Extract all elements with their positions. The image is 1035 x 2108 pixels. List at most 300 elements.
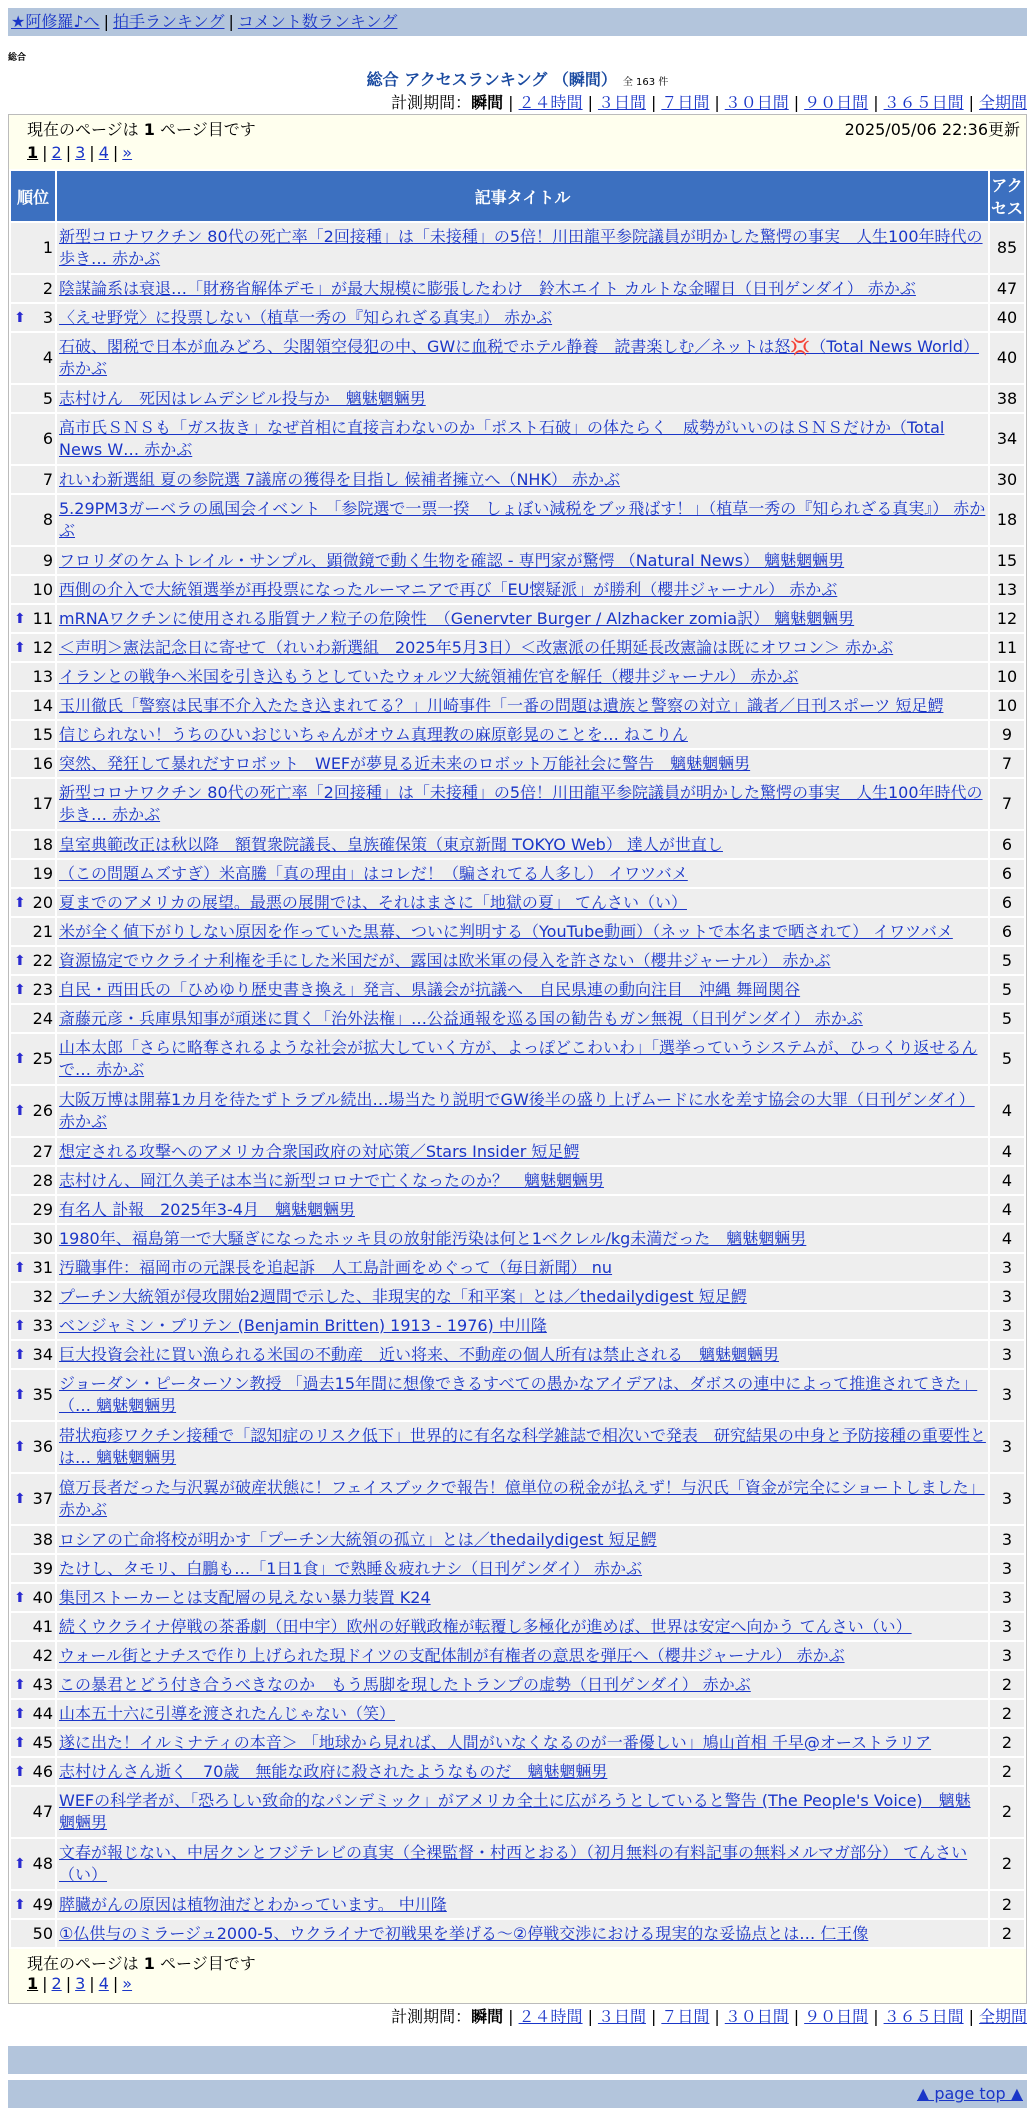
article-title-link[interactable]: 自民・西田氏の「ひめゆり歴史書き換え」発言、県議会が抗議へ 自民県連の動向注目 沖縄 舞岡関谷 bbox=[59, 979, 801, 999]
title-cell bbox=[57, 466, 988, 493]
rank-number: 46 bbox=[32, 1761, 53, 1781]
article-title-link[interactable]: 遂に出た！イルミナティの本音＞ 「地球から見れば、人間がいなくなるのが一番優しい」鳩山首相 千早@オーストラリア bbox=[59, 1732, 932, 1752]
access-count: 3 bbox=[990, 1555, 1024, 1582]
access-count: 3 bbox=[990, 1474, 1024, 1524]
table-row bbox=[11, 1167, 1024, 1194]
article-title-link[interactable]: 続くウクライナ停戦の茶番劇（田中宇）欧州の好戦政権が転覆し多極化が進めば、世界は安定へ向かう てんさい（い） bbox=[59, 1616, 912, 1636]
ranking-table bbox=[9, 169, 1026, 1949]
article-title-link[interactable]: 山本太郎「さらに略奪されるような社会が拡大していく方が、よっぽどこわいわ」「選挙っていうシステムが、ひっくり返せるんで… 赤かぶ bbox=[59, 1038, 978, 1079]
rank-number: 22 bbox=[32, 950, 53, 970]
rank-cell bbox=[11, 860, 55, 887]
rank-number: 48 bbox=[32, 1854, 53, 1873]
article-title-link[interactable]: 高市氏ＳＮＳも「ガス抜き」なぜ首相に直接言わないのか「ポスト石破」の体たらく 威勢がいいのはＳＮＳだけか（Total News W… 赤かぶ bbox=[59, 418, 945, 459]
rank-cell bbox=[11, 1005, 55, 1032]
title-cell bbox=[57, 1167, 988, 1194]
title-cell bbox=[57, 889, 988, 916]
title-cell bbox=[57, 1729, 988, 1756]
table-row bbox=[11, 976, 1024, 1003]
rank-number: 24 bbox=[32, 1008, 53, 1028]
table-row bbox=[11, 831, 1024, 858]
article-title-link[interactable]: 志村けん 死因はレムデシビル投与か 魑魅魍魎男 bbox=[59, 388, 426, 408]
article-title-link[interactable]: この暴君とどう付き合うべきなのか もう馬脚を現したトランプの虚勢（日刊ゲンダイ） 赤かぶ bbox=[59, 1674, 751, 1694]
rank-up-arrow-icon: ⬆ bbox=[14, 1763, 26, 1780]
rank-number: 15 bbox=[32, 724, 53, 744]
article-title-link[interactable]: 汚職事件：福岡市の元課長を追起訴 人工島計画をめぐって（毎日新聞） nu bbox=[59, 1257, 613, 1277]
rank-cell bbox=[11, 1920, 55, 1947]
rank-number: 2 bbox=[42, 278, 53, 298]
title-cell bbox=[57, 1422, 988, 1472]
table-row bbox=[11, 750, 1024, 777]
page-status-suffix: ページ目です bbox=[160, 1954, 256, 1973]
article-title-link[interactable]: 資源協定でウクライナ利権を手にした米国だが、露国は欧米軍の侵入を許さない（櫻井ジャーナル） 赤かぶ bbox=[59, 950, 831, 970]
article-title-link[interactable]: たけし、タモリ、白鵬も…「1日1食」で熟睡＆疲れナシ（日刊ゲンダイ） 赤かぶ bbox=[59, 1558, 643, 1578]
access-count: 3 bbox=[990, 1283, 1024, 1310]
title-cell bbox=[57, 223, 988, 273]
page-link[interactable]: 3 bbox=[75, 143, 86, 162]
rank-number: 3 bbox=[42, 307, 53, 327]
article-title-link[interactable]: 志村けんさん逝く 70歳 無能な政府に殺されたようなものだ 魑魅魍魎男 bbox=[59, 1761, 608, 1781]
rank-cell bbox=[11, 1891, 55, 1918]
article-title-link[interactable]: ＜声明＞憲法記念日に寄せて（れいわ新選組 2025年5月3日）＜改憲派の任期延長改憲論は既にオワコン＞ 赤かぶ bbox=[59, 637, 894, 657]
period-separator: | bbox=[968, 93, 974, 112]
article-title-link[interactable]: 突然、発狂して暴れだすロボット WEFが夢見る近未来のロボット万能社会に警告 魑魅魍魎男 bbox=[59, 753, 751, 773]
article-title-link[interactable]: 夏までのアメリカの展望。最悪の展開では、それはまさに「地獄の夏」 てんさい（い） bbox=[59, 892, 687, 912]
article-title-link[interactable]: 膵臓がんの原因は植物油だとわかっています。 中川隆 bbox=[59, 1894, 447, 1914]
rank-cell bbox=[11, 1312, 55, 1339]
rank-cell bbox=[11, 1086, 55, 1136]
title-cell bbox=[57, 1086, 988, 1136]
table-row bbox=[11, 634, 1024, 661]
title-cell bbox=[57, 495, 988, 545]
article-title-link[interactable]: 巨大投資会社に買い漁られる米国の不動産 近い将来、不動産の個人所有は禁止される 魑魅魍魎男 bbox=[59, 1344, 780, 1364]
rank-cell bbox=[11, 605, 55, 632]
page-info-bottom bbox=[9, 1949, 1026, 2003]
rank-up-arrow-icon: ⬆ bbox=[14, 981, 26, 998]
access-count: 4 bbox=[990, 1196, 1024, 1223]
rank-number: 50 bbox=[32, 1923, 53, 1943]
access-count: 3 bbox=[990, 1370, 1024, 1420]
access-count: 3 bbox=[990, 1613, 1024, 1640]
table-row bbox=[11, 1526, 1024, 1553]
page-current: 1 bbox=[27, 143, 39, 162]
article-title-link[interactable]: 1980年、福島第一で大騒ぎになったホッキ貝の放射能汚染は何と1ベクレル/kg未満だった 魑魅魍魎男 bbox=[59, 1228, 807, 1248]
article-title-link[interactable]: ベンジャミン・ブリテン (Benjamin Britten) 1913 - 1976) 中川隆 bbox=[59, 1315, 547, 1335]
rank-up-arrow-icon: ⬆ bbox=[14, 1676, 26, 1693]
article-title-link[interactable]: 〈えせ野党〉に投票しない（植草一秀の『知られざる真実』） 赤かぶ bbox=[59, 307, 553, 327]
access-count: 30 bbox=[990, 466, 1024, 493]
rank-number: 41 bbox=[32, 1616, 53, 1636]
article-title-link[interactable]: フロリダのケムトレイル・サンプル、顕微鏡で動く生物を確認 - 専門家が驚愕 （Natural News） 魑魅魍魎男 bbox=[59, 550, 845, 570]
rank-number: 20 bbox=[32, 892, 53, 912]
access-count: 18 bbox=[990, 495, 1024, 545]
access-count: 6 bbox=[990, 831, 1024, 858]
title-cell bbox=[57, 1891, 988, 1918]
title-cell bbox=[57, 1196, 988, 1223]
rank-number: 10 bbox=[32, 579, 53, 599]
ranking-total: 全 163 件 bbox=[622, 77, 669, 88]
page-link[interactable]: 2 bbox=[51, 143, 62, 162]
rank-number: 1 bbox=[42, 238, 53, 257]
period-link[interactable]: ３日間 bbox=[597, 2007, 646, 2026]
access-count: 3 bbox=[990, 1312, 1024, 1339]
access-count: 2 bbox=[990, 1671, 1024, 1698]
rank-up-arrow-icon: ⬆ bbox=[14, 952, 26, 969]
title-cell bbox=[57, 1225, 988, 1252]
ranking-panel bbox=[8, 114, 1027, 2004]
rank-number: 18 bbox=[32, 834, 53, 854]
article-title-link[interactable]: 大阪万博は開幕1カ月を待たずトラブル続出…場当たり説明でGW後半の盛り上げムードに水を差す協会の大罪（日刊ゲンダイ） 赤かぶ bbox=[59, 1090, 975, 1131]
article-title-link[interactable]: 米が全く値下がりしない原因を作っていた黒幕、ついに判明する（YouTube動画）（ネットで本名まで晒されて） イワツバメ bbox=[59, 921, 953, 941]
access-count: 2 bbox=[990, 1787, 1024, 1837]
article-title-link[interactable]: 西側の介入で大統領選挙が再投票になったルーマニアで再び「EU懐疑派」が勝利（櫻井ジャーナル） 赤かぶ bbox=[59, 579, 838, 599]
home-link[interactable]: ★阿修羅♪へ bbox=[11, 12, 100, 31]
period-separator: | bbox=[508, 2007, 514, 2026]
rank-up-arrow-icon: ⬆ bbox=[14, 894, 26, 911]
title-cell bbox=[57, 1700, 988, 1727]
table-row bbox=[11, 605, 1024, 632]
period-link[interactable]: ３日間 bbox=[597, 93, 646, 112]
access-count: 3 bbox=[990, 1422, 1024, 1472]
article-title-link[interactable]: ロシアの亡命将校が明かす「プーチン大統領の孤立」とは／thedailydigest 短足鰐 bbox=[59, 1529, 657, 1549]
title-header: 記事タイトル bbox=[57, 171, 988, 221]
table-row bbox=[11, 1005, 1024, 1032]
access-count: 4 bbox=[990, 1167, 1024, 1194]
article-title-link[interactable]: 志村けん、岡江久美子は本当に新型コロナで亡くなったのか？ 魑魅魍魎男 bbox=[59, 1170, 604, 1190]
section-label: 総合 bbox=[8, 53, 27, 63]
table-row bbox=[11, 1758, 1024, 1785]
rank-number: 30 bbox=[32, 1228, 53, 1248]
title-cell bbox=[57, 1034, 988, 1084]
access-count: 2 bbox=[990, 1700, 1024, 1727]
period-link[interactable]: ７日間 bbox=[661, 93, 710, 112]
clap-ranking-link[interactable]: 拍手ランキング bbox=[112, 12, 225, 31]
title-cell bbox=[57, 1474, 988, 1524]
article-title-link[interactable]: ジョーダン・ピーターソン教授 「過去15年間に想像できるすべての愚かなアイデアは、ダボスの連中によって推進されてきた」（… 魑魅魍魎男 bbox=[59, 1374, 978, 1415]
rank-up-arrow-icon: ⬆ bbox=[14, 1317, 26, 1334]
table-row bbox=[11, 663, 1024, 690]
table-row bbox=[11, 721, 1024, 748]
access-count: 5 bbox=[990, 947, 1024, 974]
rank-up-arrow-icon: ⬆ bbox=[14, 1051, 26, 1067]
rank-up-arrow-icon: ⬆ bbox=[14, 639, 26, 656]
article-title-link[interactable]: 想定される攻撃へのアメリカ合衆国政府の対応策／Stars Insider 短足鰐 bbox=[59, 1141, 580, 1161]
article-title-link[interactable]: mRNAワクチンに使用される脂質ナノ粒子の危険性 （Genervter Burger / Alzhacker zomia訳） 魑魅魍魎男 bbox=[59, 608, 855, 628]
rank-up-arrow-icon: ⬆ bbox=[14, 1439, 26, 1455]
rank-cell bbox=[11, 889, 55, 916]
rank-cell bbox=[11, 333, 55, 383]
rank-number: 29 bbox=[32, 1199, 53, 1219]
access-count: 3 bbox=[990, 1341, 1024, 1368]
rank-cell bbox=[11, 1422, 55, 1472]
table-row bbox=[11, 576, 1024, 603]
rank-up-arrow-icon: ⬆ bbox=[14, 1589, 26, 1606]
rank-cell bbox=[11, 547, 55, 574]
table-row bbox=[11, 1920, 1024, 1947]
title-cell bbox=[57, 385, 988, 412]
title-cell bbox=[57, 1642, 988, 1669]
rank-cell bbox=[11, 1225, 55, 1252]
table-row bbox=[11, 1341, 1024, 1368]
title-cell bbox=[57, 1839, 988, 1889]
period-separator: | bbox=[508, 93, 514, 112]
article-title-link[interactable]: 新型コロナワクチン 80代の死亡率「2回接種」は「未接種」の5倍！川田龍平参院議員が明かした驚愕の事実 人生100年時代の歩き… 赤かぶ bbox=[59, 227, 983, 268]
title-cell bbox=[57, 721, 988, 748]
page-separator: | bbox=[65, 143, 72, 162]
article-title-link[interactable]: 石破、閣税で日本が血みどろ、尖閣領空侵犯の中、GWに血税でホテル静養 読書楽しむ／ネットは怒💢（Total News World） 赤かぶ bbox=[59, 337, 979, 378]
rank-cell bbox=[11, 1729, 55, 1756]
page-status-current: 1 bbox=[143, 120, 155, 139]
rank-cell bbox=[11, 1787, 55, 1837]
period-separator: | bbox=[587, 2007, 593, 2026]
title-cell bbox=[57, 414, 988, 464]
rank-number: 36 bbox=[32, 1437, 53, 1456]
rank-number: 32 bbox=[32, 1286, 53, 1306]
access-count: 2 bbox=[990, 1839, 1024, 1889]
title-cell bbox=[57, 918, 988, 945]
rank-cell bbox=[11, 750, 55, 777]
period-separator: | bbox=[587, 93, 593, 112]
rank-number: 27 bbox=[32, 1141, 53, 1161]
rank-number: 34 bbox=[32, 1344, 53, 1364]
rank-cell bbox=[11, 1526, 55, 1553]
article-title-link[interactable]: 信じられない！うちのひいおじいちゃんがオウム真理教の麻原彰晃のことを… ねこりん bbox=[59, 724, 688, 744]
period-separator: | bbox=[873, 93, 879, 112]
article-title-link[interactable]: プーチン大統領が侵攻開始2週間で示した、非現実的な「和平案」とは／thedailydigest 短足鰐 bbox=[59, 1286, 747, 1306]
table-row bbox=[11, 547, 1024, 574]
title-cell bbox=[57, 750, 988, 777]
page-separator: | bbox=[112, 1974, 119, 1993]
title-cell bbox=[57, 1555, 988, 1582]
access-count: 11 bbox=[990, 634, 1024, 661]
ranking-table-body bbox=[11, 223, 1024, 1947]
table-row bbox=[11, 1034, 1024, 1084]
rank-number: 40 bbox=[32, 1587, 53, 1607]
access-count: 4 bbox=[990, 1138, 1024, 1165]
title-cell bbox=[57, 779, 988, 829]
rank-cell bbox=[11, 1196, 55, 1223]
rank-header: 順位 bbox=[11, 171, 55, 221]
period-separator: | bbox=[650, 2007, 657, 2026]
next-page-link[interactable]: » bbox=[122, 143, 133, 162]
table-row bbox=[11, 1700, 1024, 1727]
rank-number: 7 bbox=[42, 469, 53, 489]
period-label: 計測期間： bbox=[391, 93, 472, 112]
table-row bbox=[11, 918, 1024, 945]
page-info-top bbox=[9, 115, 1026, 169]
period-link[interactable]: ３０日間 bbox=[724, 2007, 789, 2026]
rank-cell bbox=[11, 976, 55, 1003]
rank-cell bbox=[11, 1839, 55, 1889]
table-row bbox=[11, 1422, 1024, 1472]
rank-up-arrow-icon: ⬆ bbox=[14, 1705, 26, 1722]
period-link[interactable]: ２４時間 bbox=[518, 93, 583, 112]
page-separator: | bbox=[89, 143, 95, 162]
table-row bbox=[11, 275, 1024, 302]
rank-number: 13 bbox=[32, 666, 53, 686]
access-count: 15 bbox=[990, 547, 1024, 574]
title-cell bbox=[57, 1671, 988, 1698]
access-count: 5 bbox=[990, 976, 1024, 1003]
rank-number: 38 bbox=[32, 1529, 53, 1549]
rank-cell bbox=[11, 385, 55, 412]
rank-number: 26 bbox=[32, 1101, 53, 1120]
table-row bbox=[11, 692, 1024, 719]
rank-cell bbox=[11, 223, 55, 273]
page-status-current: 1 bbox=[143, 1954, 155, 1973]
rank-cell bbox=[11, 779, 55, 829]
page-separator: | bbox=[42, 143, 48, 162]
access-count: 5 bbox=[990, 1034, 1024, 1084]
table-row bbox=[11, 1729, 1024, 1756]
rank-cell bbox=[11, 831, 55, 858]
article-title-link[interactable]: イランとの戦争へ米国を引き込もうとしていたウォルツ大統領補佐官を解任（櫻井ジャーナル） 赤かぶ bbox=[59, 666, 799, 686]
nav-separator: | bbox=[228, 12, 234, 31]
article-title-link[interactable]: 帯状疱疹ワクチン接種で「認知症のリスク低下」世界的に有名な科学雑誌で相次いで発表 研究結果の中身と予防接種の重要性とは… 魑魅魍魎男 bbox=[59, 1426, 986, 1467]
access-count: 6 bbox=[990, 860, 1024, 887]
period-link[interactable]: ２４時間 bbox=[518, 2007, 583, 2026]
period-separator: | bbox=[873, 2007, 879, 2026]
title-cell bbox=[57, 1584, 988, 1611]
access-count: 7 bbox=[990, 779, 1024, 829]
page-link[interactable]: 4 bbox=[98, 143, 109, 162]
pagination-bottom bbox=[27, 1974, 1008, 1993]
article-title-link[interactable]: WEFの科学者が、「恐ろしい致命的なパンデミック」がアメリカ全土に広がろうとしていると警告 (The People's Voice) 魑魅魍魎男 bbox=[59, 1791, 971, 1832]
title-cell bbox=[57, 831, 988, 858]
rank-number: 39 bbox=[32, 1558, 53, 1578]
rank-cell bbox=[11, 1642, 55, 1669]
period-link[interactable]: ９０日間 bbox=[804, 2007, 869, 2026]
rank-cell bbox=[11, 1370, 55, 1420]
article-title-link[interactable]: 5.29PM3ガーベラの風国会イベント 「参院選で一票一揆 しょぼい減税をブッ飛ばす！」（植草一秀の『知られざる真実』） 赤かぶ bbox=[59, 499, 986, 540]
page-separator: | bbox=[42, 1974, 48, 1993]
title-cell bbox=[57, 1526, 988, 1553]
period-label: 計測期間： bbox=[391, 2007, 472, 2026]
period-current: 瞬間 bbox=[471, 2007, 504, 2026]
page-top-link[interactable]: ▲ page top ▲ bbox=[916, 2084, 1023, 2103]
rank-number: 4 bbox=[42, 348, 53, 367]
access-count: 6 bbox=[990, 918, 1024, 945]
period-link[interactable]: ３６５日間 bbox=[883, 2007, 964, 2026]
title-cell bbox=[57, 1613, 988, 1640]
comment-ranking-link[interactable]: コメント数ランキング bbox=[237, 12, 398, 31]
rank-cell bbox=[11, 1167, 55, 1194]
article-title-link[interactable]: ①仏供与のミラージュ2000-5、ウクライナで初戦果を挙げる～②停戦交渉における現実的な妥協点とは… 仁王像 bbox=[59, 1923, 869, 1943]
period-link[interactable]: ９０日間 bbox=[804, 93, 869, 112]
rank-number: 31 bbox=[32, 1257, 53, 1277]
article-title-link[interactable]: 億万長者だった与沢翼が破産状態に！フェイスブックで報告！億単位の税金が払えず！与沢氏「資金が完全にショートしました」 赤かぶ bbox=[59, 1478, 985, 1519]
period-link[interactable]: 全期間 bbox=[978, 2007, 1027, 2026]
rank-number: 6 bbox=[42, 429, 53, 448]
rank-cell bbox=[11, 304, 55, 331]
rank-up-arrow-icon: ⬆ bbox=[14, 309, 26, 326]
bottom-bar bbox=[8, 2046, 1027, 2074]
article-title-link[interactable]: 有名人 訃報 2025年3-4月 魑魅魍魎男 bbox=[59, 1199, 355, 1219]
rank-number: 44 bbox=[32, 1703, 53, 1723]
article-title-link[interactable]: れいわ新選組 夏の参院選 7議席の獲得を目指し 候補者擁立へ（NHK） 赤かぶ bbox=[59, 469, 621, 489]
article-title-link[interactable]: ウォール街とナチスで作り上げられた現ドイツの支配体制が有権者の意思を弾圧へ（櫻井ジャーナル） 赤かぶ bbox=[59, 1645, 845, 1665]
title-cell bbox=[57, 275, 988, 302]
period-link[interactable]: ７日間 bbox=[661, 2007, 710, 2026]
rank-cell bbox=[11, 1613, 55, 1640]
rank-cell bbox=[11, 495, 55, 545]
rank-number: 9 bbox=[42, 550, 53, 570]
title-cell bbox=[57, 663, 988, 690]
top-nav-bar bbox=[8, 8, 1027, 36]
article-title-link[interactable]: 玉川徹氏「警察は民事不介入たたき込まれてる？」川崎事件「一番の問題は遺族と警察の対立」識者／日刊スポーツ 短足鰐 bbox=[59, 695, 944, 715]
article-title-link[interactable]: 集団ストーカーとは支配層の見えない暴力装置 K24 bbox=[59, 1587, 431, 1607]
period-link[interactable]: ３０日間 bbox=[724, 93, 789, 112]
table-row bbox=[11, 1086, 1024, 1136]
period-link[interactable]: ３６５日間 bbox=[883, 93, 964, 112]
table-row bbox=[11, 1839, 1024, 1889]
rank-cell bbox=[11, 275, 55, 302]
title-cell bbox=[57, 1312, 988, 1339]
title-cell bbox=[57, 692, 988, 719]
access-count: 10 bbox=[990, 692, 1024, 719]
rank-cell bbox=[11, 1555, 55, 1582]
page-separator: | bbox=[65, 1974, 72, 1993]
access-count: 2 bbox=[990, 1891, 1024, 1918]
rank-cell bbox=[11, 1671, 55, 1698]
title-cell bbox=[57, 860, 988, 887]
access-count: 4 bbox=[990, 1225, 1024, 1252]
table-row bbox=[11, 1787, 1024, 1837]
rank-cell bbox=[11, 1474, 55, 1524]
article-title-link[interactable]: 新型コロナワクチン 80代の死亡率「2回接種」は「未接種」の5倍！川田龍平参院議員が明かした驚愕の事実 人生100年時代の歩き… 赤かぶ bbox=[59, 783, 983, 824]
rank-cell bbox=[11, 1341, 55, 1368]
rank-number: 49 bbox=[32, 1894, 53, 1914]
article-title-link[interactable]: 皇室典範改正は秋以降 額賀衆院議長、皇族確保策（東京新聞 TOKYO Web） 達人が世直し bbox=[59, 834, 723, 854]
page-link[interactable]: 4 bbox=[98, 1974, 109, 1993]
page-link[interactable]: 3 bbox=[75, 1974, 86, 1993]
period-separator: | bbox=[968, 2007, 974, 2026]
article-title-link[interactable]: 陰謀論系は衰退…「財務省解体デモ」が最大規模に膨張したわけ 鈴木エイト カルトな金曜日（日刊ゲンダイ） 赤かぶ bbox=[59, 278, 916, 298]
title-cell bbox=[57, 1005, 988, 1032]
access-count: 3 bbox=[990, 1254, 1024, 1281]
rank-up-arrow-icon: ⬆ bbox=[14, 1387, 26, 1403]
access-count: 85 bbox=[990, 223, 1024, 273]
article-title-link[interactable]: 斎藤元彦・兵庫県知事が頑迷に貫く「治外法権」…公益通報を巡る国の勧告もガン無視（日刊ゲンダイ） 赤かぶ bbox=[59, 1008, 863, 1028]
ranking-title-row bbox=[0, 68, 1035, 92]
title-cell bbox=[57, 547, 988, 574]
table-row bbox=[11, 1138, 1024, 1165]
access-count: 12 bbox=[990, 605, 1024, 632]
rank-cell bbox=[11, 918, 55, 945]
period-separator: | bbox=[650, 93, 657, 112]
access-count: 34 bbox=[990, 414, 1024, 464]
next-page-link[interactable]: » bbox=[122, 1974, 133, 1993]
period-link[interactable]: 全期間 bbox=[978, 93, 1027, 112]
rank-number: 8 bbox=[42, 510, 53, 529]
article-title-link[interactable]: 山本五十六に引導を渡されたんじゃない（笑） bbox=[59, 1703, 396, 1723]
page-status-prefix: 現在のページは bbox=[27, 120, 139, 139]
table-row bbox=[11, 223, 1024, 273]
article-title-link[interactable]: 文春が報じない、中居クンとフジテレビの真実（全裸監督・村西とおる）（初月無料の有料記事の無料メルマガ部分） てんさい（い） bbox=[59, 1843, 968, 1884]
title-cell bbox=[57, 576, 988, 603]
access-count: 13 bbox=[990, 576, 1024, 603]
rank-up-arrow-icon: ⬆ bbox=[14, 1734, 26, 1751]
nav-separator: | bbox=[103, 12, 109, 31]
rank-cell bbox=[11, 1758, 55, 1785]
updated-time: 2025/05/06 22:36更新 bbox=[844, 120, 1020, 139]
title-cell bbox=[57, 976, 988, 1003]
article-title-link[interactable]: （この問題ムズすぎ）米高騰「真の理由」はコレだ！（騙されてる人多し） イワツバメ bbox=[59, 863, 688, 883]
page-link[interactable]: 2 bbox=[51, 1974, 62, 1993]
access-count: 2 bbox=[990, 1758, 1024, 1785]
access-count: 2 bbox=[990, 1729, 1024, 1756]
rank-cell bbox=[11, 576, 55, 603]
count-header: アクセス bbox=[990, 171, 1024, 221]
